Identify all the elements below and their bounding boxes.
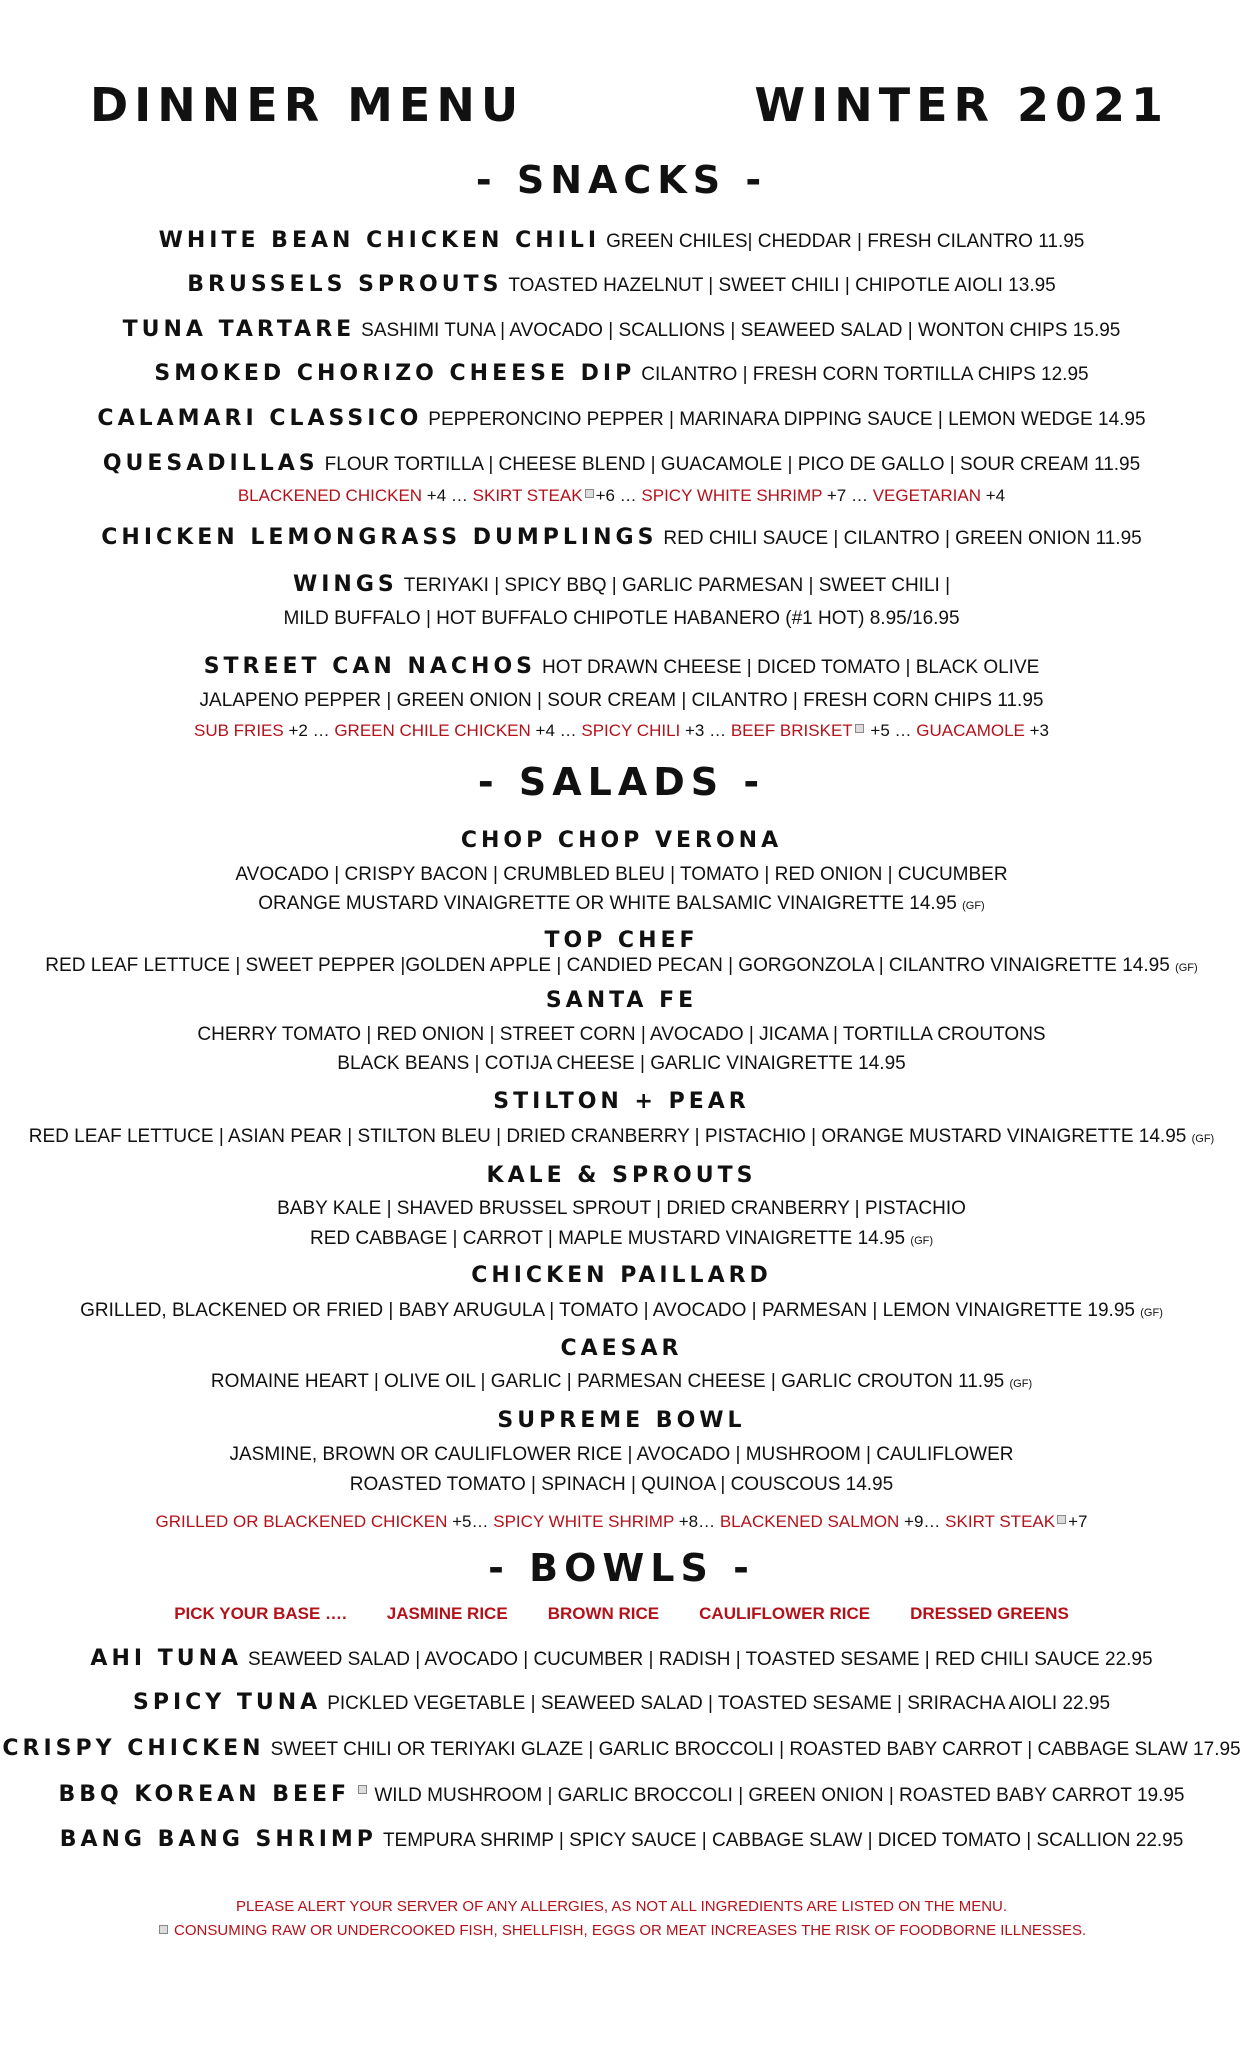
item-desc: PEPPERONCINO PEPPER | MARINARA DIPPING SAUCE | LEMON WEDGE 14.95 <box>428 409 1146 430</box>
item-desc: SEAWEED SALAD | AVOCADO | CUCUMBER | RADISH | TOASTED SESAME | RED CHILI SAUCE 22.95 <box>248 1649 1153 1670</box>
item-name: SUPREME BOWL <box>497 1408 746 1433</box>
item-name: AHI TUNA <box>90 1646 243 1671</box>
supreme-addons <box>0 1512 1243 1532</box>
item-desc: GRILLED, BLACKENED OR FRIED | BABY ARUGULA | TOMATO | AVOCADO | PARMESAN | LEMON VINAIGRETTE 19.95 <box>80 1300 1135 1321</box>
item-kale-name <box>0 1163 1243 1188</box>
item-desc: TERIYAKI | SPICY BBQ | GARLIC PARMESAN | SWEET CHILI | <box>403 575 951 596</box>
raw-warning-icon <box>1057 1515 1066 1524</box>
raw-food-warning <box>0 1922 1243 1939</box>
gf-badge: (GF) <box>1009 1378 1033 1390</box>
item-desc: HOT DRAWN CHEESE | DICED TOMATO | BLACK OLIVE <box>542 657 1040 678</box>
addon-name: GRILLED OR BLACKENED CHICKEN <box>155 1512 448 1531</box>
base-option: BROWN RICE <box>547 1604 660 1623</box>
addon-name: SPICY CHILI <box>581 721 681 740</box>
item-name: STILTON + PEAR <box>493 1089 750 1114</box>
raw-warning-icon <box>585 489 594 498</box>
item-desc: ROMAINE HEART | OLIVE OIL | GARLIC | PARMESAN CHEESE | GARLIC CROUTON 11.95 <box>210 1371 1005 1392</box>
item-name: CHICKEN PAILLARD <box>471 1263 772 1288</box>
raw-warning-icon <box>855 724 864 733</box>
addon-name: SUB FRIES <box>194 721 284 740</box>
item-name: QUESADILLAS <box>102 451 319 476</box>
addon-name: GREEN CHILE CHICKEN <box>334 721 531 740</box>
section-snacks: - SNACKS - <box>475 158 768 202</box>
item-name: KALE & SPROUTS <box>486 1163 757 1188</box>
addon-price: +5… <box>447 1512 494 1531</box>
menu-season: WINTER 2021 <box>754 78 1169 132</box>
addon-price: +4 <box>981 486 1006 505</box>
item-wings <box>0 572 1243 597</box>
stilton-desc <box>0 1126 1243 1148</box>
santafe-desc-1: CHERRY TOMATO | RED ONION | STREET CORN | AVOCADO | JICAMA | TORTILLA CROUTONS <box>197 1024 1046 1045</box>
item-verona-name <box>0 828 1243 853</box>
gf-badge: (GF) <box>910 1235 934 1247</box>
raw-warning-icon <box>159 1925 168 1934</box>
kale-desc-2 <box>0 1228 1243 1250</box>
item-name: SPICY TUNA <box>132 1690 322 1715</box>
item-name: TOP CHEF <box>544 928 699 953</box>
item-brussels <box>0 272 1243 297</box>
item-caesar-name <box>0 1336 1243 1361</box>
base-option: DRESSED GREENS <box>910 1604 1069 1623</box>
nachos-addons <box>0 721 1243 741</box>
item-desc: PICKLED VEGETABLE | SEAWEED SALAD | TOASTED SESAME | SRIRACHA AIOLI 22.95 <box>327 1693 1111 1714</box>
caesar-desc <box>0 1371 1243 1393</box>
item-bbq-beef <box>0 1782 1243 1807</box>
addon-name: BLACKENED SALMON <box>719 1512 900 1531</box>
santafe-desc-2: BLACK BEANS | COTIJA CHEESE | GARLIC VINAIGRETTE 14.95 <box>337 1053 906 1074</box>
nachos-desc-2: JALAPENO PEPPER | GREEN ONION | SOUR CREAM | CILANTRO | FRESH CORN CHIPS 11.95 <box>199 690 1044 711</box>
base-option: CAULIFLOWER RICE <box>699 1604 871 1623</box>
quesadillas-addons <box>0 486 1243 506</box>
item-name: WHITE BEAN CHICKEN CHILI <box>158 228 601 253</box>
item-name: TUNA TARTARE <box>122 317 356 342</box>
item-name: SMOKED CHORIZO CHEESE DIP <box>154 361 636 386</box>
item-dumplings <box>0 525 1243 550</box>
item-name: CALAMARI CLASSICO <box>97 406 423 431</box>
section-title: SNACKS <box>516 158 727 202</box>
verona-desc-2 <box>0 893 1243 915</box>
item-bang-bang-shrimp <box>0 1827 1243 1852</box>
menu-title: DINNER MENU <box>90 78 525 132</box>
item-stilton-name <box>0 1089 1243 1114</box>
item-chorizo-dip <box>0 361 1243 386</box>
paillard-desc <box>0 1300 1243 1322</box>
addon-price: +4 … <box>530 721 582 740</box>
addon-price: +4 … <box>426 486 473 505</box>
item-name: CHOP CHOP VERONA <box>460 828 783 853</box>
item-desc: GREEN CHILES| CHEDDAR | FRESH CILANTRO 11.95 <box>606 231 1085 252</box>
item-spicy-tuna <box>0 1690 1243 1715</box>
base-option: JASMINE RICE <box>386 1604 508 1623</box>
item-crispy-chicken <box>0 1736 1243 1761</box>
item-desc: RED CABBAGE | CARROT | MAPLE MUSTARD VINAIGRETTE 14.95 <box>309 1228 906 1249</box>
item-supreme-name <box>0 1408 1243 1433</box>
addon-price: +8… <box>673 1512 720 1531</box>
item-name: WINGS <box>292 572 398 597</box>
addon-price: +5 … <box>865 721 917 740</box>
supreme-desc-1: JASMINE, BROWN OR CAULIFLOWER RICE | AVOCADO | MUSHROOM | CAULIFLOWER <box>229 1444 1014 1465</box>
section-title: BOWLS <box>529 1546 714 1590</box>
item-santafe-name <box>0 988 1243 1013</box>
item-name: CHICKEN LEMONGRASS DUMPLINGS <box>101 525 658 550</box>
addon-name: SPICY WHITE SHRIMP <box>493 1512 674 1531</box>
section-title: SALADS <box>518 760 725 804</box>
addon-price: +9… <box>899 1512 946 1531</box>
item-nachos <box>0 654 1243 679</box>
addon-name: VEGETARIAN <box>872 486 982 505</box>
item-name: BBQ KOREAN BEEF <box>58 1782 351 1807</box>
warning-text: CONSUMING RAW OR UNDERCOOKED FISH, SHELLFISH, EGGS OR MEAT INCREASES THE RISK OF FOODBORNE ILLNESSES. <box>174 1922 1087 1939</box>
item-tuna-tartare <box>0 317 1243 342</box>
item-desc: SASHIMI TUNA | AVOCADO | SCALLIONS | SEAWEED SALAD | WONTON CHIPS 15.95 <box>361 320 1121 341</box>
item-desc: RED LEAF LETTUCE | ASIAN PEAR | STILTON BLEU | DRIED CRANBERRY | PISTACHIO | ORANGE MUSTARD VINAIGRETTE 14.95 <box>28 1126 1187 1147</box>
gf-badge: (GF) <box>962 900 985 912</box>
item-desc: RED CHILI SAUCE | CILANTRO | GREEN ONION 11.95 <box>663 528 1142 549</box>
item-name: SANTA FE <box>545 988 698 1013</box>
addon-price: +3 … <box>680 721 731 740</box>
item-chili <box>0 228 1243 253</box>
item-name: CRISPY CHICKEN <box>2 1736 265 1761</box>
section-salads: - SALADS - <box>477 760 766 804</box>
allergy-notice: PLEASE ALERT YOUR SERVER OF ANY ALLERGIES, AS NOT ALL INGREDIENTS ARE LISTED ON THE MENU. <box>235 1898 1008 1915</box>
gf-badge: (GF) <box>1140 1307 1163 1319</box>
item-name: STREET CAN NACHOS <box>203 654 536 679</box>
item-desc: FLOUR TORTILLA | CHEESE BLEND | GUACAMOLE | PICO DE GALLO | SOUR CREAM 11.95 <box>324 454 1141 475</box>
addon-price: +2 … <box>283 721 335 740</box>
supreme-desc-2: ROASTED TOMATO | SPINACH | QUINOA | COUSCOUS 14.95 <box>349 1474 894 1495</box>
addon-name: SKIRT STEAK <box>945 1512 1056 1531</box>
item-desc: WILD MUSHROOM | GARLIC BROCCOLI | GREEN ONION | ROASTED BABY CARROT 19.95 <box>374 1785 1185 1806</box>
gf-badge: (GF) <box>1191 1133 1215 1145</box>
addon-name: SKIRT STEAK <box>472 486 583 505</box>
item-desc: SWEET CHILI OR TERIYAKI GLAZE | GARLIC BROCCOLI | ROASTED BABY CARROT | CABBAGE SLAW 17.95 <box>270 1739 1241 1760</box>
base-label: PICK YOUR BASE …. <box>174 1604 347 1623</box>
item-quesadillas <box>0 451 1243 476</box>
item-name: BANG BANG SHRIMP <box>59 1827 377 1852</box>
item-name: CAESAR <box>560 1336 683 1361</box>
item-topchef-name <box>0 928 1243 953</box>
item-desc: TOASTED HAZELNUT | SWEET CHILI | CHIPOTLE AIOLI 13.95 <box>508 275 1056 296</box>
item-desc: CILANTRO | FRESH CORN TORTILLA CHIPS 12.95 <box>641 364 1089 385</box>
addon-name: SPICY WHITE SHRIMP <box>641 486 823 505</box>
addon-name: GUACAMOLE <box>916 721 1025 740</box>
wings-desc-2: MILD BUFFALO | HOT BUFFALO CHIPOTLE HABANERO (#1 HOT) 8.95/16.95 <box>283 608 960 629</box>
item-ahi-tuna <box>0 1646 1243 1671</box>
item-desc: RED LEAF LETTUCE | SWEET PEPPER |GOLDEN APPLE | CANDIED PECAN | GORGONZOLA | CILANTRO VINAIGRETTE 14.95 <box>45 955 1170 976</box>
topchef-desc <box>0 955 1243 977</box>
gf-badge: (GF) <box>1175 962 1198 974</box>
addon-price: +7 … <box>822 486 873 505</box>
addon-name: BLACKENED CHICKEN <box>237 486 423 505</box>
addon-price: +3 <box>1024 721 1049 740</box>
kale-desc-1: BABY KALE | SHAVED BRUSSEL SPROUT | DRIED CRANBERRY | PISTACHIO <box>277 1198 966 1219</box>
item-desc: TEMPURA SHRIMP | SPICY SAUCE | CABBAGE SLAW | DICED TOMATO | SCALLION 22.95 <box>382 1830 1184 1851</box>
section-bowls: - BOWLS - <box>488 1546 755 1590</box>
item-desc: ORANGE MUSTARD VINAIGRETTE OR WHITE BALSAMIC VINAIGRETTE 14.95 <box>258 893 957 914</box>
addon-name: BEEF BRISKET <box>730 721 853 740</box>
addon-price: +6 … <box>595 486 642 505</box>
addon-price: +7 <box>1068 1512 1088 1531</box>
base-options <box>0 1604 1243 1624</box>
item-calamari <box>0 406 1243 431</box>
item-paillard-name <box>0 1263 1243 1288</box>
verona-desc-1: AVOCADO | CRISPY BACON | CRUMBLED BLEU | TOMATO | RED ONION | CUCUMBER <box>235 864 1008 885</box>
item-name: BRUSSELS SPROUTS <box>187 272 503 297</box>
raw-warning-icon <box>358 1785 367 1794</box>
